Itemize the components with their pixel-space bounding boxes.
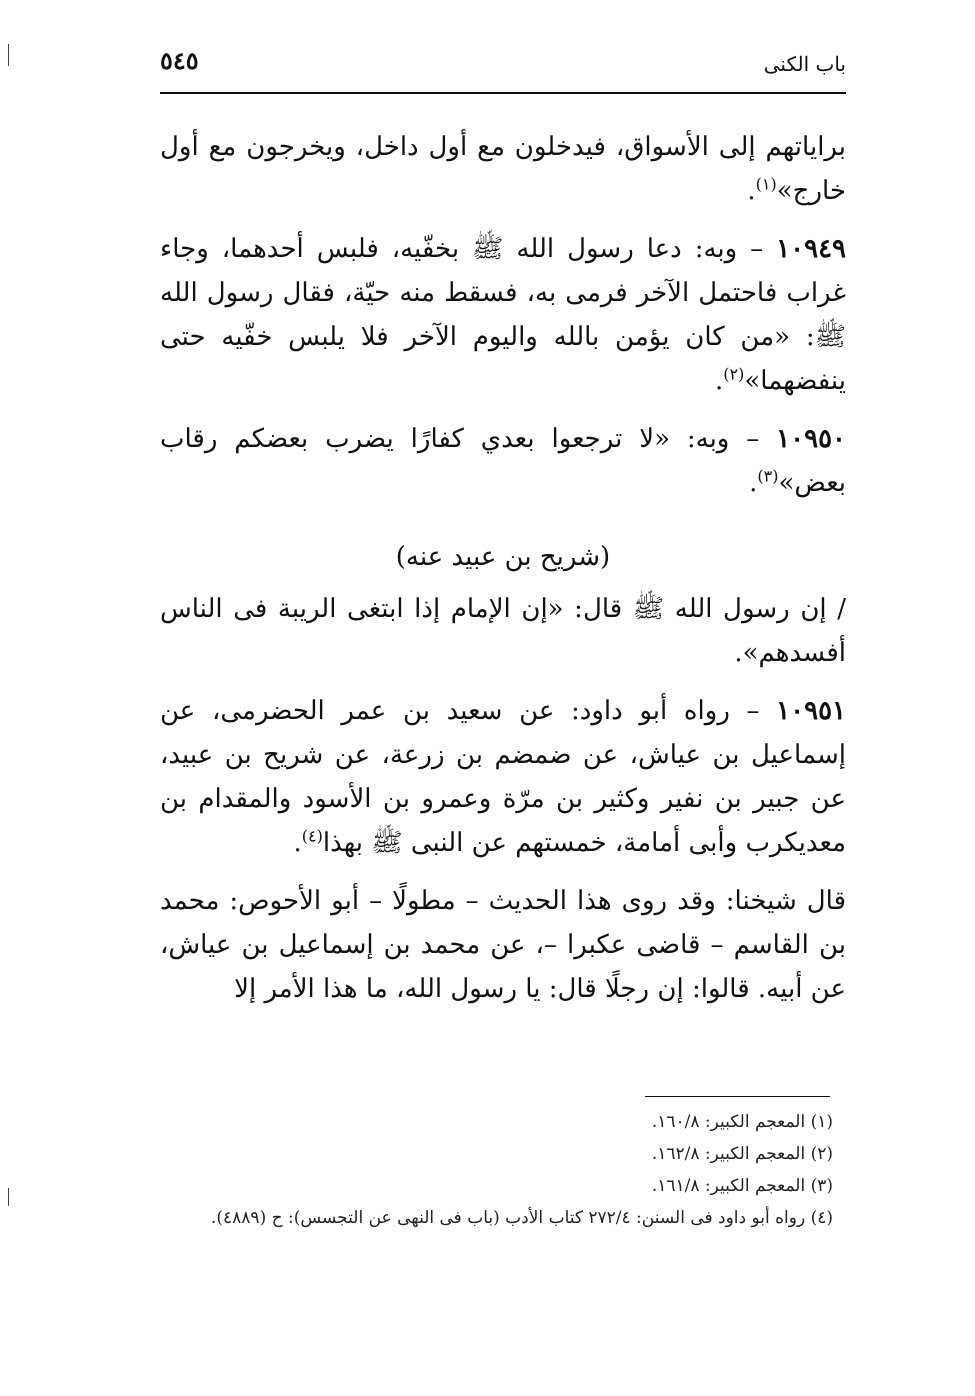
paragraph-continuation <box>160 125 846 213</box>
paragraph-end: . <box>749 468 758 498</box>
footnote-reference[interactable]: (٢) <box>723 364 745 384</box>
paragraph-text: – وبه: دعا رسول الله ﷺ بخفّيه، فلبس أحدهما، وجاء غراب فاحتمل الآخر فرمى به، فسقط منه حيّة، فقال رسول الله ﷺ: «من كان يؤمن بالله واليوم الآخر فلا يلبس خفّيه حتى ينفضهما» <box>160 234 846 396</box>
page-number: ٥٤٥ <box>160 46 199 75</box>
paragraph-text: – رواه أبو داود: عن سعيد بن عمر الحضرمى، عن إسماعيل بن عياش، عن ضمضم بن زرعة، عن شريح بن عبيد، عن جبير بن نفير وكثير بن مرّة وعمرو بن الأسود والمقدام بن معديكرب وأبى أمامة، خمستهم عن النبى ﷺ بهذا <box>160 696 846 858</box>
paragraph-end: . <box>747 176 756 206</box>
paragraph-text: – وبه: «لا ترجعوا بعدي كفارًا يضرب بعضكم رقاب بعض» <box>160 424 846 498</box>
footnote-reference[interactable]: (١) <box>755 174 777 194</box>
footnote-2: (٢) المعجم الكبير: ١٦٢/٨. <box>651 1144 833 1164</box>
hadith-10949 <box>160 227 846 403</box>
paragraph-text: / إن رسول الله ﷺ قال: «إن الإمام إذا ابتغى الريبة فى الناس أفسدهم». <box>160 594 846 668</box>
scan-edge-mark-top <box>8 44 9 66</box>
hadith-number: ١٠٩٤٩ <box>776 234 846 264</box>
page-header <box>160 40 846 94</box>
paragraph-text: براياتهم إلى الأسواق، فيدخلون مع أول داخل، ويخرجون مع أول خارج» <box>160 132 846 206</box>
footnote-4: (٤) رواه أبو داود فى السنن: ٢٧٢/٤ كتاب الأدب (باب فى النهى عن التجسس): ح (٤٨٨٩). <box>210 1208 833 1228</box>
section-intro <box>160 587 846 675</box>
footnote-reference[interactable]: (٣) <box>757 466 779 486</box>
footnote-3: (٣) المعجم الكبير: ١٦١/٨. <box>651 1176 833 1196</box>
hadith-10951 <box>160 689 846 865</box>
hadith-number: ١٠٩٥١ <box>776 696 846 726</box>
running-title: باب الكنى <box>763 52 846 76</box>
scan-edge-mark-bottom <box>8 1188 9 1206</box>
paragraph-end: . <box>715 366 724 396</box>
footnote-1: (١) المعجم الكبير: ١٦٠/٨. <box>651 1112 833 1132</box>
paragraph-end: . <box>293 828 302 858</box>
hadith-10950 <box>160 417 846 505</box>
paragraph-commentary <box>160 879 846 1011</box>
footnote-separator <box>645 1096 830 1097</box>
hadith-number: ١٠٩٥٠ <box>776 424 846 454</box>
main-text <box>160 125 846 1025</box>
footnote-reference[interactable]: (٤) <box>301 826 323 846</box>
footnotes <box>160 1106 833 1234</box>
paragraph-text: قال شيخنا: وقد روى هذا الحديث – مطولًا – أبو الأحوص: محمد بن القاسم – قاضى عكبرا –، عن محمد بن إسماعيل بن عياش، عن أبيه. قالوا: إن رجلًا قال: يا رسول الله، ما هذا الأمر إلا <box>160 886 847 1004</box>
section-heading: (شريح بن عبيد عنه) <box>395 542 611 572</box>
